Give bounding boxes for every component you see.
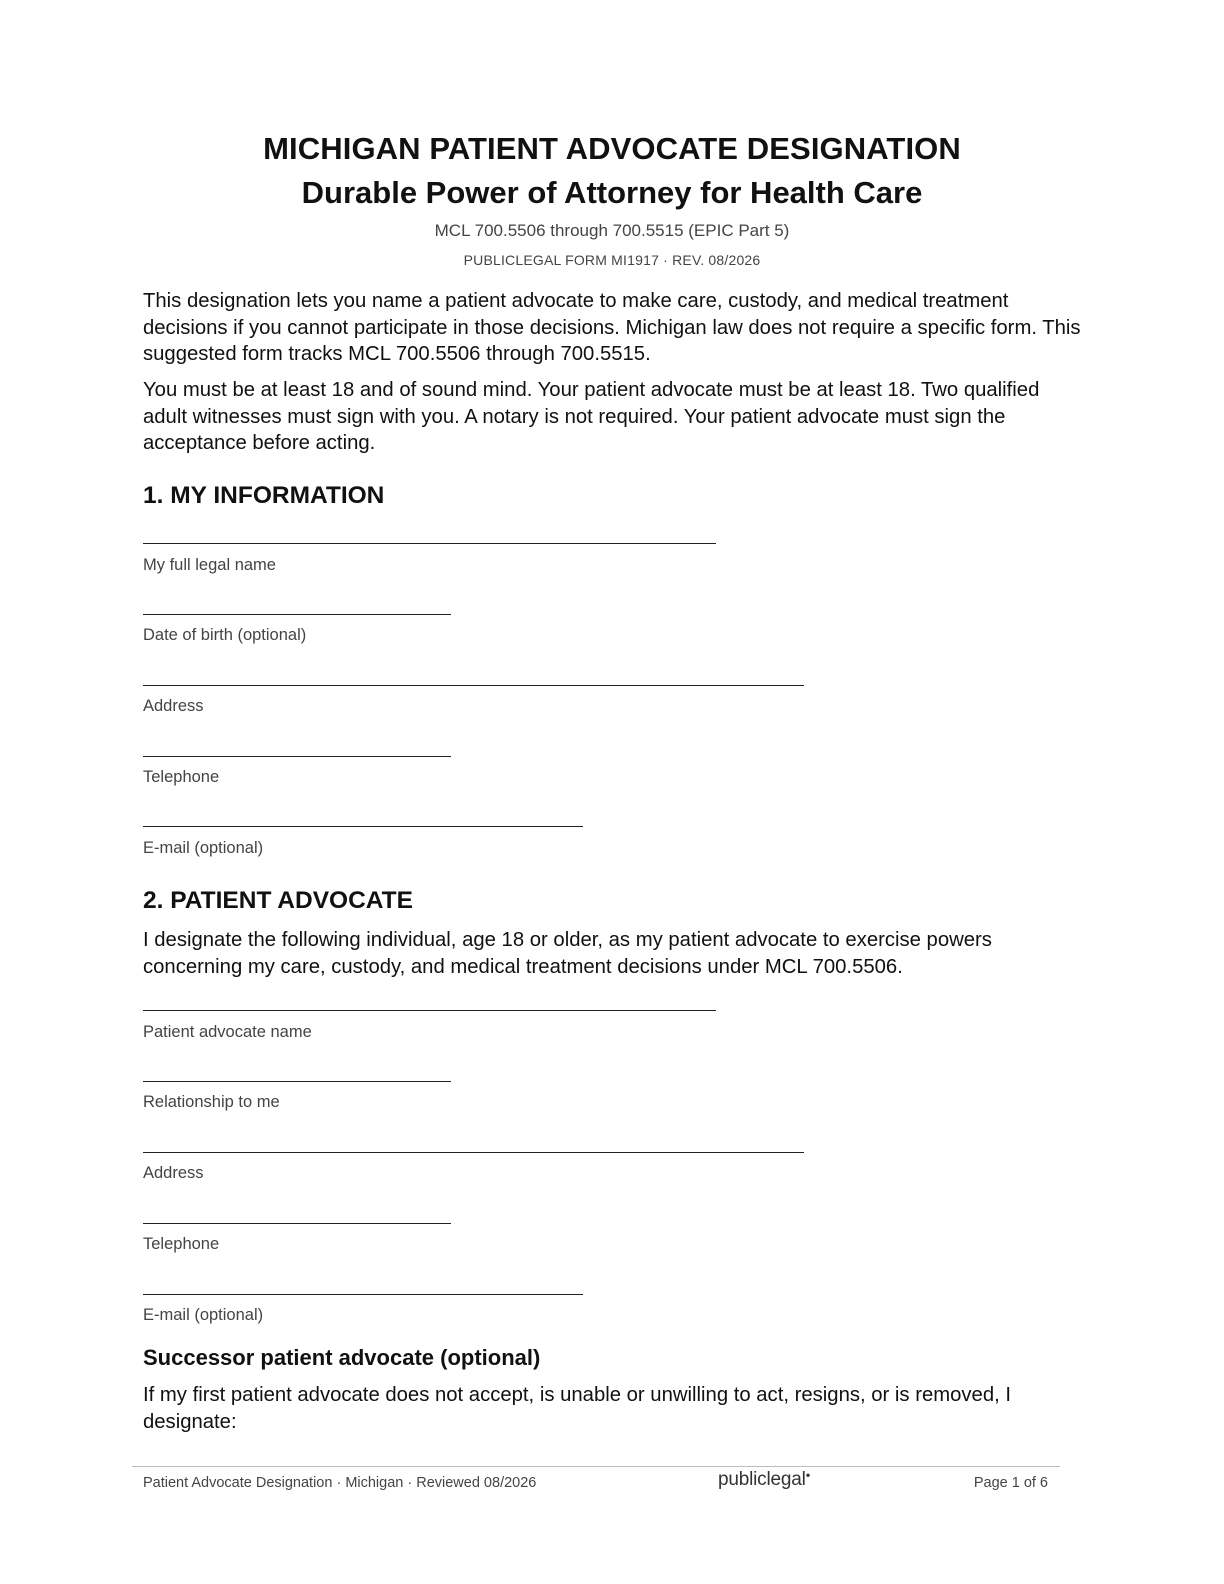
field-label: E-mail (optional) [143, 839, 264, 857]
address-field[interactable] [143, 685, 804, 686]
patient-advocate-name-field[interactable] [143, 1010, 716, 1011]
field-label: Relationship to me [143, 1093, 280, 1111]
form-id: PUBLICLEGAL FORM MI1917 · REV. 08/2026 [463, 252, 761, 268]
publiclegal-logo: publiclegal● [718, 1469, 811, 1490]
page-number: Page 1 of 6 [973, 1475, 1048, 1491]
advocate-telephone-field[interactable] [143, 1223, 451, 1224]
statute-reference: MCL 700.5506 through 700.5515 (EPIC Part 5) [434, 221, 790, 240]
successor-text: If my first patient advocate does not accept, is unable or unwilling to act, resigns, or is removed, I designate: [143, 1384, 1012, 1433]
field-label: Telephone [143, 1235, 220, 1253]
advocate-email-field[interactable] [143, 1294, 583, 1295]
field-label: Address [143, 1164, 204, 1182]
intro-paragraph-1: This designation lets you name a patient advocate to make care, custody, and medical treatment decisions if you cannot participate in those decisions. Michigan law does not require a specific form. This suggested form tracks MCL 700.5506 through 700.5515. [143, 290, 1081, 365]
advocate-address-field[interactable] [143, 1152, 804, 1153]
section-2-text: I designate the following individual, age 18 or older, as my patient advocate to exercise powers concerning my care, custody, and medical treatment decisions under MCL 700.5506. [143, 929, 992, 978]
logo-text: publiclegal [718, 1469, 806, 1490]
section-2-heading: 2. PATIENT ADVOCATE [143, 887, 413, 914]
field-label: Patient advocate name [143, 1023, 312, 1041]
date-of-birth-field[interactable] [143, 614, 451, 615]
footer-document-info: Patient Advocate Designation · Michigan · Reviewed 08/2026 [143, 1475, 537, 1491]
field-label: E-mail (optional) [143, 1306, 264, 1324]
telephone-field[interactable] [143, 756, 451, 757]
field-label: My full legal name [143, 556, 276, 574]
field-label: Address [143, 697, 204, 715]
footer-divider [132, 1466, 1060, 1467]
field-label: Telephone [143, 768, 220, 786]
document-title: MICHIGAN PATIENT ADVOCATE DESIGNATION [263, 131, 961, 166]
successor-heading: Successor patient advocate (optional) [143, 1345, 541, 1370]
relationship-field[interactable] [143, 1081, 451, 1082]
section-1-heading: 1. MY INFORMATION [143, 482, 385, 509]
field-label: Date of birth (optional) [143, 626, 307, 644]
email-field[interactable] [143, 826, 583, 827]
intro-paragraph-2: You must be at least 18 and of sound mind. Your patient advocate must be at least 18. Two qualified adult witnesses must sign with you. A notary is not required. Your patient advocate must sign the acceptance before acting. [143, 379, 1040, 454]
document-subtitle: Durable Power of Attorney for Health Care [301, 175, 923, 210]
full-name-field[interactable] [143, 543, 716, 544]
